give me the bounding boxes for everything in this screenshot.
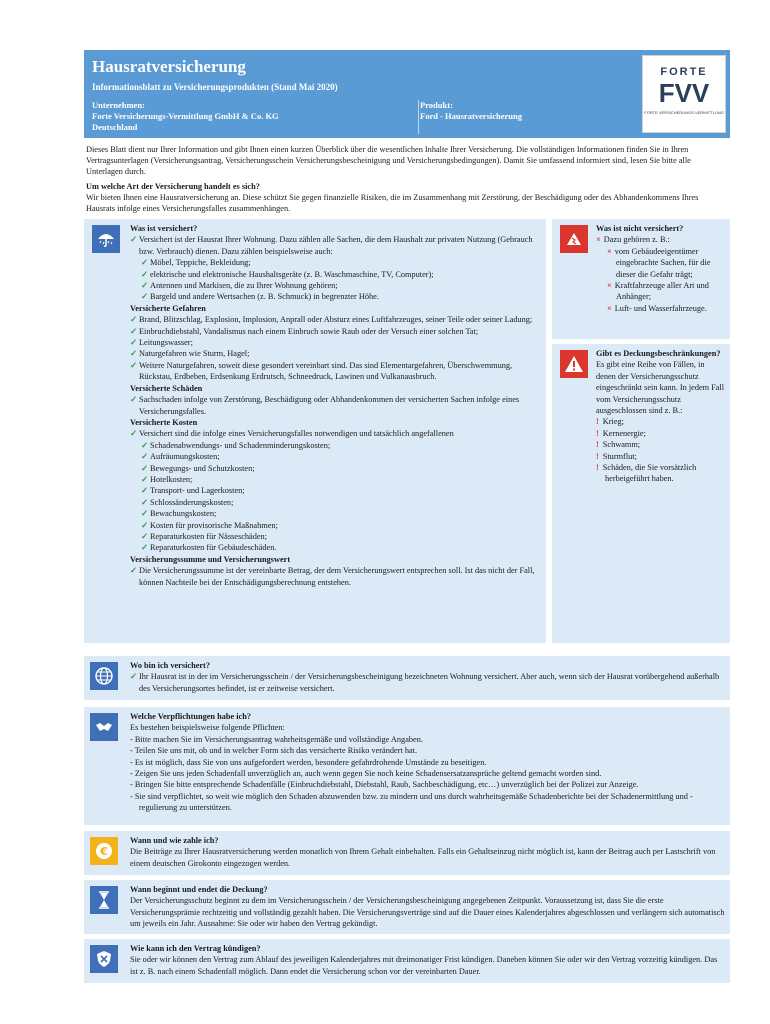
list-item: ✓ Reparaturkosten für Nässeschäden; [141,531,267,541]
product-info: Produkt: Ford - Hausratversicherung [420,100,522,121]
list-item: ! Sturmflut; [596,451,637,461]
insurance-type-section [84,181,730,214]
document-page [84,50,730,643]
list-item: ✓ Schadenabwendungs- und Schadenminderungskosten; [141,440,331,450]
restrictions-intro: Es gibt eine Reihe von Fällen, in denen der Versicherungsschutz eingeschränkt sein kann. In jedem Fall vom Versicherungsschutz ausgeschlossen sind z. B.: [596,360,725,416]
obligations-title: Welche Verpflichtungen habe ich? [130,712,252,721]
list-item: × Kraftfahrzeuge aller Art und Anhänger; [607,281,709,302]
list-item: × vom Gebäudeeigentümer eingebrachte Sachen, für die dieser die Gefahr trägt; [607,246,711,279]
list-item: ✓ Reparaturkosten für Gebäudeschäden. [141,543,277,553]
list-item: ✓ Möbel, Teppiche, Bekleidung; [141,258,251,268]
costs-title: Versicherte Kosten [130,417,198,427]
list-item: ✓ Leitungswasser; [130,338,193,348]
list-item: - Teilen Sie uns mit, ob und in welcher Form sich das versicherte Risiko verändert hat. [130,746,418,756]
restrictions-title: Gibt es Deckungsbeschränkungen? [596,349,721,358]
umbrella-icon [92,225,120,253]
where-title: Wo bin ich versichert? [130,661,210,670]
svg-text:€: € [100,845,108,858]
list-item: ✓ Bewachungskosten; [141,509,217,519]
list-item: ! Kernenergie; [596,428,646,438]
list-item: ✓ Bewegungs- und Schutzkosten; [141,463,255,473]
cancel-text: Sie oder wir können den Vertrag zum Ablauf des jeweiligen Kalenderjahres mit dreimonatiger Frist kündigen. Daneben können Sie oder wir den Vertrag vorzeitig kündigen. Das ist z. B. nach einem Schadenfall möglich. Dann endet die Versicherung schon vor der vereinbarten Dauer. [130,955,718,976]
list-item: × Dazu gehören z. B.: [596,235,670,245]
header-banner [84,50,730,138]
insurance-type-answer: Wir bieten Ihnen eine Hausratversicherung an. Diese schützt Sie gegen finanzielle Risiken, die im Zusammenhang mit Zerstörung, der Beschädigung oder des Abhandenkommens Ihres Hausrats infolge eines Versicherungsfalles zusammenhängen. [86,193,699,213]
list-item: - Bitte machen Sie im Versicherungsantrag wahrheitsgemäße und vollständige Angaben. [130,734,423,744]
list-item: × Luft- und Wasserfahrzeuge. [607,303,707,313]
document-title: Hausratversicherung [92,57,246,76]
list-item: ✓ Kosten für provisorische Maßnahmen; [141,520,278,530]
list-item: ✓ Ihr Hausrat ist in der im Versicherungsschein / der Versicherungsbescheinigung bezeichneten Wohnung versichert. Aber auch, wenn sich der Hausrat vorübergehend außerhalb des Versicherungsortes befindet, ist er zeitweise versichert. [130,672,720,693]
list-item: - Sie sind verpflichtet, so weit wie möglich den Schaden abzuwenden bzw. zu mindern und uns durch wahrheitsgemäße Schadenberichte bei der Schadenermittlung und -regulierung zu unterstützen. [130,791,693,813]
company-info: Unternehmen: Forte Versicherungs-Vermittlung GmbH & Co. KG Deutschland [92,100,279,132]
document-subtitle: Informationsblatt zu Versicherungsprodukten (Stand Mai 2020) [92,82,338,92]
where-section [84,656,730,700]
list-item: - Bringen Sie bitte entsprechende Schadenfälle (Einbruchdiebstahl, Diebstahl, Raub, Sachbeschädigung, etc…) unverzüglich bei der Polizei zur Anzeige. [130,780,639,790]
list-item: ! Krieg; [596,417,624,427]
cancel-section [84,939,730,983]
not-insured-title: Was ist nicht versichert? [596,224,684,233]
list-item: ✓ Versichert sind die infolge eines Versicherungsfalles notwendigen und tatsächlich angefallenen [130,429,454,439]
list-item: ✓ Brand, Blitzschlag, Explosion, Implosion, Anprall oder Absturz eines Luftfahrzeuges, seiner Teile oder seiner Ladung; [130,315,533,325]
list-item: ✓ Versichert ist der Hausrat Ihrer Wohnung. Dazu zählen alle Sachen, die dem Haushalt zur privaten Nutzung (Gebrauch bzw. Verbrauch) dienen. Dazu zählen beispielsweise auch: [130,235,533,256]
list-item: ✓ Sachschaden infolge von Zerstörung, Beschädigung oder Abhandenkommen der versicherten Sachen infolge eines Versicherungsfalles. [130,395,520,416]
list-item: - Es ist möglich, dass Sie von uns aufgefordert werden, besondere gefahrdrohende Umstände zu beseitigen. [130,757,487,767]
dangers-title: Versicherte Gefahren [130,303,206,313]
shield-icon [90,945,118,973]
insurance-type-question: Um welche Art der Versicherung handelt es sich? [86,182,260,191]
payment-text: Die Beiträge zu Ihrer Hausratversicherung werden monatlich von Ihrem Gehalt einbehalten. Falls ein Gehaltseinzug nicht möglich ist, kann der Beitrag auch per Lastschrift von einem deutschen Girokonto eingezogen werden. [130,847,716,868]
list-item: ✓ Naturgefahren wie Sturm, Hagel; [130,349,250,359]
obligations-section [84,707,730,825]
list-item: ✓ Die Versicherungssumme ist der vereinbarte Betrag, der dem Versicherungswert entsprechen soll. Ist das nicht der Fall, können Nachteile bei der Entschädigungsberechnung entstehen. [130,566,535,587]
coverage-section [84,880,730,934]
list-item: ✓ Weitere Naturgefahren, soweit diese gesondert vereinbart sind. Das sind Elementargefahren, Überschwemmung, Rückstau, Erdbeben, Erdsenkung Erdrutsch, Schneedruck, Lawinen und Vulkanausbruch. [130,360,513,382]
list-item: ✓ Aufräumungskosten; [141,452,220,462]
hourglass-icon [90,886,118,914]
coverage-title: Wann beginnt und endet die Deckung? [130,885,268,894]
list-item: ✓ Antennen und Markisen, die zu Ihrer Wohnung gehören; [141,281,338,291]
list-item: ! Schwamm; [596,440,641,450]
insured-content [130,223,540,588]
not-insured-content [596,223,726,314]
list-item: ✓ Hotelkosten; [141,474,193,484]
list-item: ✓ Bargeld und andere Wertsachen (z. B. Schmuck) in begrenzter Höhe. [141,292,379,302]
obligations-intro: Es bestehen beispielsweise folgende Pflichten: [130,723,285,733]
header-divider [418,100,419,134]
insured-box [84,219,546,643]
coverage-text: Der Versicherungsschutz beginnt zu dem im Versicherungsschein / der Versicherungsbescheinigung angegebenen Zeitpunkt. Voraussetzung ist, dass Sie die erste Versicherungsprämie rechtzeitig und vollständig gezahlt haben. Die Versicherungsverträge sind auf die Dauer eines Kalenderjahres abgeschlossen und verlängern sich automatisch um jeweils ein Jahr. Ausnahme: Sie oder wir haben den Vertrag gekündigt. [130,896,725,929]
not-insured-box [552,219,730,339]
company-logo: FORTE FVV FORTE VERSICHERUNGS-VERMITTLUNG [642,55,726,133]
globe-icon [90,662,118,690]
broken-item-icon [560,225,588,253]
payment-title: Wann und wie zahle ich? [130,836,219,845]
intro-text: Dieses Blatt dient nur Ihrer Information und gibt Ihnen einen kurzen Überblick über die wesentlichen Inhalte Ihrer Versicherung. Die vollständigen Informationen finden Sie in Ihren Vertragsunterlagen (Versicherungsantrag, Versicherungsschein Versicherungsbescheinigung und Versicherungsbedingungen). Damit Sie umfassend informiert sind, lesen Sie bitte alle Unterlagen durch. [86,145,691,176]
handshake-icon [90,713,118,741]
euro-coin-icon [90,837,118,865]
list-item: - Zeigen Sie uns jeden Schadenfall unverzüglich an, auch wenn gegen Sie noch keine Schadensersatzansprüche geltend gemacht worden sind. [130,769,602,779]
warning-icon [560,350,588,378]
cancel-title: Wie kann ich den Vertrag kündigen? [130,944,261,953]
list-item: ✓ Schlossänderungskosten; [141,497,234,507]
sum-title: Versicherungssumme und Versicherungswert [130,554,291,564]
list-item: ✓ Einbruchdiebstahl, Vandalismus nach einem Einbruch sowie Raub oder der Versuch einer solchen Tat; [130,326,479,336]
restrictions-content [596,348,726,485]
insured-title: Was ist versichert? [130,224,198,233]
damages-title: Versicherte Schäden [130,383,203,393]
list-item: ✓ Transport- und Lagerkosten; [141,486,245,496]
payment-section [84,831,730,875]
restrictions-box [552,344,730,643]
list-item: ! Schäden, die Sie vorsätzlich herbeigeführt haben. [596,463,697,484]
list-item: ✓ elektrische und elektronische Haushaltsgeräte (z. B. Waschmaschine, TV, Computer); [141,269,434,279]
